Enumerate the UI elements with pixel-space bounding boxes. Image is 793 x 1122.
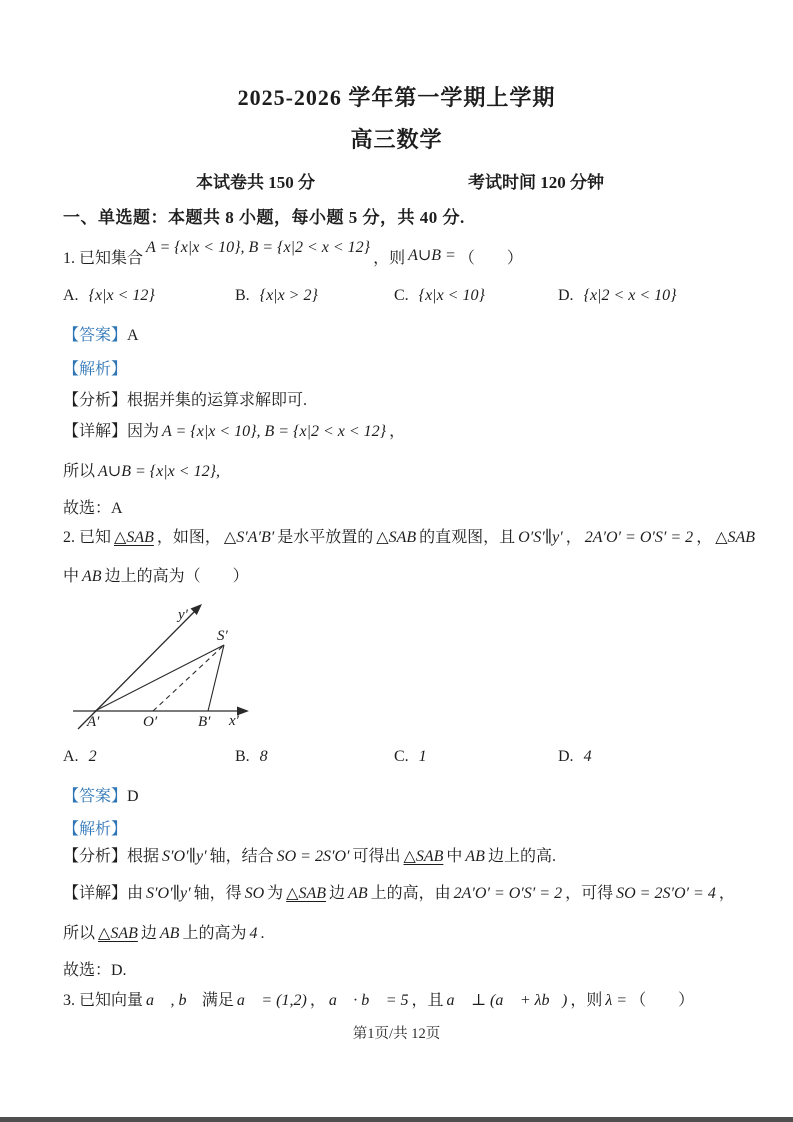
- q1-fenxi-label: 【分析】: [63, 392, 128, 409]
- diagram-label-a-prime: A′: [87, 714, 100, 730]
- q1-stem-text2: ，则: [373, 250, 406, 267]
- q1-suoyi-line: [63, 462, 223, 482]
- q2-xiangjie-f4: AB: [348, 885, 368, 902]
- exam-duration-info: 考试时间 120 分钟: [468, 173, 604, 192]
- q2-suoyi-s2: 边: [140, 925, 157, 942]
- q2-stem-text2: ，如图，: [156, 529, 221, 546]
- q1-option-d: [558, 286, 680, 306]
- q3-stem-lambda: λ =: [605, 992, 628, 1009]
- q2-jiexi-label: 【解析】: [63, 821, 128, 838]
- section-header: 一、单选题：本题共 8 小题，每小题 5 分，共 40 分.: [63, 208, 465, 227]
- q2-stem-text4: 的直观图，且: [419, 529, 516, 546]
- q2-stem-text1: 2. 已知: [63, 529, 112, 546]
- q2-xiangjie-f6: SO = 2S′O′ = 4: [616, 885, 716, 902]
- q1-suoyi-formula: A∪B = {x|x < 12},: [98, 463, 220, 480]
- q2-option-d-value: 4: [583, 748, 592, 765]
- q3-stem-vector-a: a⃗ = (1,2): [236, 992, 307, 1009]
- q2-option-b-value: 8: [259, 748, 268, 765]
- q2-fenxi-s4: 中: [446, 848, 463, 865]
- q2-stem-equation: 2A′O′ = O′S′ = 2: [584, 529, 694, 546]
- q1-answer-value: A: [127, 327, 139, 344]
- q2-option-c-label: C.: [394, 748, 409, 765]
- q3-stem-dot-product: a⃗ · b⃗ = 5: [328, 992, 409, 1009]
- q3-stem-text2: 满足: [201, 992, 234, 1009]
- q1-xiangjie-formula: A = {x|x < 10}, B = {x|2 < x < 12}: [162, 423, 387, 440]
- q1-option-b-label: B.: [235, 287, 250, 304]
- q2-option-c: [394, 747, 430, 767]
- q1-jiexi-label: 【解析】: [63, 361, 128, 378]
- q3-stem-text1: 3. 已知向量: [63, 992, 144, 1009]
- q2-guxuan-line: 故选：D.: [63, 962, 127, 979]
- total-score-info: 本试卷共 150 分: [196, 173, 315, 192]
- q2-option-d-label: D.: [558, 748, 574, 765]
- q2-fenxi-s3: 可得出: [352, 848, 401, 865]
- q3-stem-vectors: a⃗ , b⃗: [146, 992, 199, 1009]
- q2-stem-tri-sab-prime: △S′A′B′: [223, 529, 275, 546]
- q2-xiangjie-f3: △SAB: [286, 885, 327, 902]
- q2-stem-tri-sab3: △SAB: [715, 529, 756, 546]
- q2-option-d: [558, 747, 595, 767]
- q2-stem-line2: [63, 567, 249, 587]
- q2-stem-text5: ，: [565, 529, 582, 546]
- q1-answer-label: 【答案】: [63, 327, 128, 344]
- q1-answer-line: [63, 326, 139, 346]
- q1-option-c: [394, 286, 488, 306]
- q1-option-b: [235, 286, 321, 306]
- q2-stem-parallel: O′S′∥y′: [518, 529, 563, 546]
- q2-option-a-label: A.: [63, 748, 79, 765]
- q1-xiangjie-text2: ，: [389, 423, 406, 440]
- q2-stem-line1: [63, 528, 758, 548]
- q2-suoyi-f3: 4: [249, 925, 258, 942]
- q1-xiangjie-line: [63, 422, 405, 442]
- q3-stem-text4: ，且: [411, 992, 444, 1009]
- q2-suoyi-s1: 所以: [63, 925, 96, 942]
- q1-option-c-value: {x|x < 10}: [418, 287, 485, 304]
- q1-option-a-label: A.: [63, 287, 79, 304]
- q2-answer-line: [63, 787, 139, 807]
- page-number-footer: 第1页/共 12页: [352, 1026, 441, 1042]
- q1-option-c-label: C.: [394, 287, 409, 304]
- q2-fenxi-s5: 边上的高.: [487, 848, 556, 865]
- q1-option-b-value: {x|x > 2}: [259, 287, 318, 304]
- q1-suoyi-text: 所以: [63, 463, 96, 480]
- q1-stem: [63, 239, 523, 269]
- q2-xiangjie-s3: 为: [267, 885, 284, 902]
- q1-xiangjie-label: 【详解】: [63, 423, 128, 440]
- q2-fenxi-label: 【分析】: [63, 848, 128, 865]
- q3-stem-text5: ，则: [570, 992, 603, 1009]
- q2-fenxi-s1: 根据: [127, 848, 160, 865]
- q3-stem-parens: （ ）: [630, 992, 695, 1009]
- q2-option-b-label: B.: [235, 748, 250, 765]
- q2-suoyi-f1: △SAB: [98, 925, 138, 942]
- q2-xiangjie-f2: SO: [244, 885, 265, 902]
- q1-option-a: [63, 286, 158, 306]
- bottom-edge-strip: [0, 1117, 793, 1122]
- q2-fenxi-f4: AB: [465, 848, 485, 865]
- diagram-label-y-axis: y′: [178, 607, 188, 623]
- q2-fenxi-s2: 轴，结合: [209, 848, 274, 865]
- q1-xiangjie-text1: 因为: [127, 423, 160, 440]
- q2-answer-value: D: [127, 788, 139, 805]
- q1-stem-text: 1. 已知集合: [63, 250, 144, 267]
- q3-stem-perpendicular: a⃗ ⊥ (a⃗ + λb⃗): [446, 992, 568, 1009]
- q2-stem-text3: 是水平放置的: [277, 529, 374, 546]
- diagram-label-b-prime: B′: [198, 714, 211, 730]
- doc-title-line1: 2025-2026 学年第一学期上学期: [237, 85, 556, 110]
- q2-stem-tri-sab2: △SAB: [376, 529, 417, 546]
- q2-answer-label: 【答案】: [63, 788, 128, 805]
- q1-option-d-value: {x|2 < x < 10}: [583, 287, 677, 304]
- q2-fenxi-line: [63, 847, 556, 867]
- q2-suoyi-s3: 上的高为: [182, 925, 247, 942]
- q2-xiangjie-s6: ，可得: [565, 885, 614, 902]
- q2-xiangjie-s5: 上的高，由: [370, 885, 451, 902]
- q2-stem2-text1: 中: [63, 568, 80, 585]
- q1-jiexi-line: [63, 360, 127, 380]
- q2-xiangjie-label: 【详解】: [63, 885, 128, 902]
- q1-fenxi-line: [63, 391, 307, 411]
- q2-oblique-axonometric-diagram: [65, 592, 265, 740]
- q2-option-b: [235, 747, 271, 767]
- q2-option-c-value: 1: [418, 748, 427, 765]
- q1-guxuan-line: 故选：A: [63, 500, 123, 517]
- diagram-label-x-axis: x′: [229, 713, 239, 729]
- q1-option-d-label: D.: [558, 287, 574, 304]
- q1-stem-formula-union: A∪B =: [408, 247, 456, 264]
- doc-title-line2: 高三数学: [350, 127, 443, 152]
- q2-stem-text6: ，: [696, 529, 713, 546]
- q2-fenxi-f2: SO = 2S′O′: [276, 848, 350, 865]
- q2-xiangjie-line: [63, 884, 735, 904]
- q2-stem2-ab: AB: [82, 568, 102, 585]
- q2-xiangjie-s7: ，: [718, 885, 735, 902]
- q3-stem: [63, 991, 694, 1011]
- q1-stem-parens: （ ）: [458, 250, 523, 267]
- q1-fenxi-text: 根据并集的运算求解即可.: [127, 392, 308, 409]
- q1-stem-formula-sets: A = {x|x < 10}, B = {x|2 < x < 12}: [146, 239, 371, 256]
- q2-fenxi-f3: △SAB: [403, 848, 444, 865]
- q3-stem-text3: ，: [309, 992, 326, 1009]
- q2-xiangjie-f5: 2A′O′ = O′S′ = 2: [453, 885, 563, 902]
- diagram-label-o-prime: O′: [143, 714, 158, 730]
- q2-fenxi-f1: S′O′∥y′: [162, 848, 207, 865]
- q2-option-a-value: 2: [88, 748, 97, 765]
- q2-suoyi-line: [63, 924, 264, 944]
- diagram-label-s-prime: S′: [217, 628, 228, 644]
- q2-suoyi-s4: .: [260, 925, 265, 942]
- q2-jiexi-line: [63, 820, 127, 840]
- q1-option-a-value: {x|x < 12}: [88, 287, 155, 304]
- q2-stem2-text2: 边上的高为（ ）: [104, 568, 249, 585]
- q2-suoyi-f2: AB: [159, 925, 180, 942]
- q2-xiangjie-s4: 边: [329, 885, 346, 902]
- q2-option-a: [63, 747, 100, 767]
- q2-stem-tri-sab: △SAB: [114, 529, 154, 546]
- q2-xiangjie-f1: S′O′∥y′: [146, 885, 191, 902]
- q2-xiangjie-s1: 由: [127, 885, 144, 902]
- q2-xiangjie-s2: 轴，得: [193, 885, 242, 902]
